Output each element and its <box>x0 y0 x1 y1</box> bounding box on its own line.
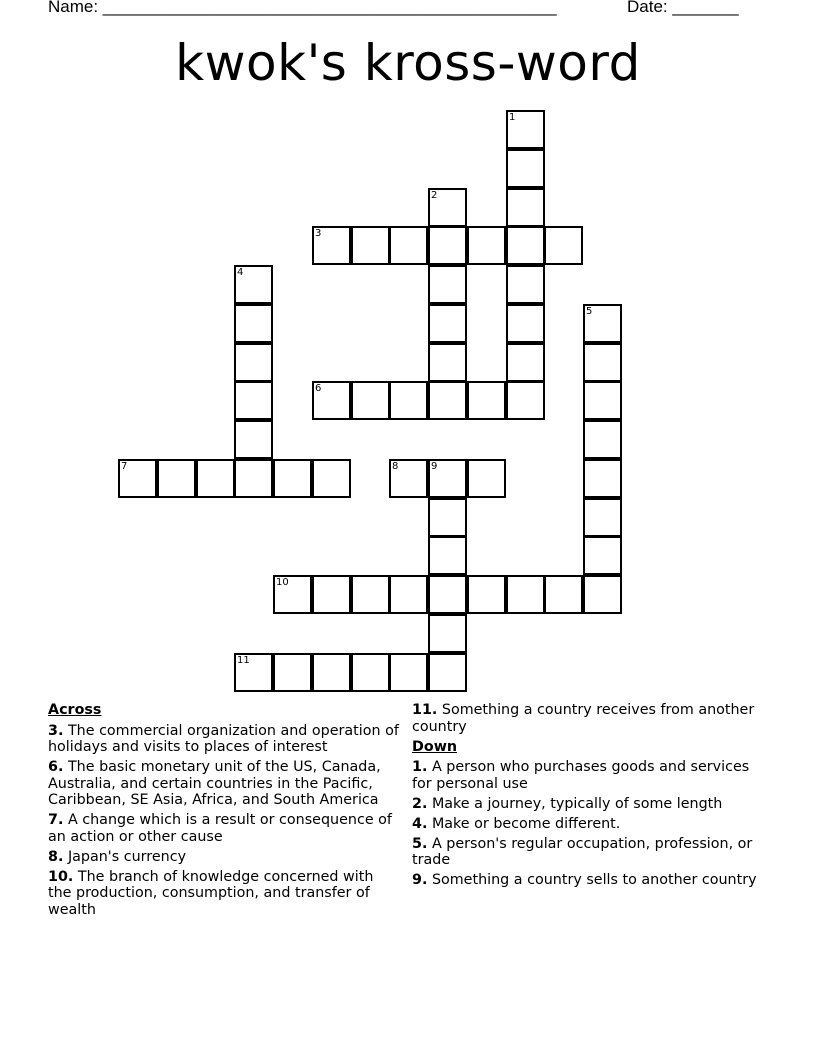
cell-number: 1 <box>509 112 516 123</box>
grid-cell[interactable] <box>234 653 273 692</box>
grid-cell[interactable] <box>312 575 351 614</box>
grid-cell[interactable] <box>351 226 390 265</box>
grid-cell[interactable] <box>389 653 428 692</box>
grid-cell[interactable] <box>583 536 622 575</box>
grid-cell[interactable] <box>506 188 545 227</box>
clue-across-7 <box>48 812 400 845</box>
cell-number: 6 <box>315 383 322 394</box>
clue-down-5 <box>412 836 760 869</box>
grid-cell[interactable] <box>583 459 622 498</box>
clue-text: Something a country sells to another country <box>431 872 757 888</box>
clue-across-3 <box>48 723 400 756</box>
grid-cell[interactable] <box>428 226 467 265</box>
clue-number: 11. <box>412 702 438 718</box>
grid-cell[interactable] <box>273 653 312 692</box>
date-field[interactable]: Date: _______ <box>627 0 739 16</box>
grid-cell[interactable] <box>583 381 622 420</box>
grid-cell[interactable] <box>389 459 428 498</box>
clue-number: 8. <box>48 848 64 865</box>
grid-cell[interactable] <box>544 226 583 265</box>
grid-cell[interactable] <box>234 459 273 498</box>
clue-number: 5. <box>412 835 428 852</box>
cell-number: 9 <box>431 461 438 472</box>
grid-cell[interactable] <box>351 575 390 614</box>
cell-number: 10 <box>276 577 289 588</box>
grid-cell[interactable] <box>273 575 312 614</box>
clue-number: 9. <box>412 872 428 888</box>
clue-number: 10. <box>48 868 74 885</box>
clue-number: 3. <box>48 722 64 739</box>
clue-down-1 <box>412 759 760 792</box>
grid-cell[interactable] <box>583 304 622 343</box>
cell-number: 3 <box>315 228 322 239</box>
grid-cell[interactable] <box>312 381 351 420</box>
grid-cell[interactable] <box>312 653 351 692</box>
grid-cell[interactable] <box>506 304 545 343</box>
grid-cell[interactable] <box>428 653 467 692</box>
clue-across-11 <box>412 702 760 735</box>
grid-cell[interactable] <box>506 110 545 149</box>
grid-cell[interactable] <box>389 226 428 265</box>
cell-number: 2 <box>431 190 438 201</box>
grid-cell[interactable] <box>583 498 622 537</box>
grid-cell[interactable] <box>506 381 545 420</box>
grid-cell[interactable] <box>467 459 506 498</box>
grid-cell[interactable] <box>467 381 506 420</box>
clues-left-column <box>48 702 400 922</box>
grid-cell[interactable] <box>428 343 467 382</box>
grid-cell[interactable] <box>506 226 545 265</box>
cell-number: 11 <box>237 655 250 666</box>
grid-cell[interactable] <box>428 498 467 537</box>
clue-number: 1. <box>412 759 428 775</box>
grid-cell[interactable] <box>428 536 467 575</box>
grid-cell[interactable] <box>389 575 428 614</box>
cell-number: 4 <box>237 267 244 278</box>
grid-cell[interactable] <box>351 653 390 692</box>
grid-cell[interactable] <box>157 459 196 498</box>
across-heading: Across <box>48 702 102 718</box>
clue-number: 6. <box>48 759 64 775</box>
grid-cell[interactable] <box>234 304 273 343</box>
grid-cell[interactable] <box>389 381 428 420</box>
clue-number: 7. <box>48 812 64 828</box>
grid-cell[interactable] <box>428 304 467 343</box>
clue-across-8 <box>48 849 400 866</box>
page-title: kwok's kross-word <box>175 34 641 92</box>
clue-text: A person's regular occupation, profession, or trade <box>412 835 753 868</box>
grid-cell[interactable] <box>506 265 545 304</box>
cell-number: 7 <box>121 461 128 472</box>
grid-cell[interactable] <box>234 381 273 420</box>
clue-down-9 <box>412 872 760 889</box>
grid-cell[interactable] <box>351 381 390 420</box>
clue-number: 4. <box>412 815 428 832</box>
grid-cell[interactable] <box>428 188 467 227</box>
clue-text: The basic monetary unit of the US, Canada, Australia, and certain countries in the Pacific, Caribbean, SE Asia, Africa, and South America <box>48 759 381 808</box>
grid-cell[interactable] <box>234 343 273 382</box>
clue-down-4 <box>412 816 760 833</box>
grid-cell[interactable] <box>506 343 545 382</box>
clue-text: Make a journey, typically of some length <box>431 795 723 812</box>
down-heading: Down <box>412 738 458 755</box>
grid-cell[interactable] <box>428 381 467 420</box>
grid-cell[interactable] <box>467 575 506 614</box>
grid-cell[interactable] <box>583 420 622 459</box>
clue-number: 2. <box>412 795 428 812</box>
grid-cell[interactable] <box>544 575 583 614</box>
clue-text: A change which is a result or consequence of an action or other cause <box>48 812 392 845</box>
name-field[interactable]: Name: ________________________________________________ <box>48 0 557 16</box>
grid-cell[interactable] <box>428 265 467 304</box>
grid-cell[interactable] <box>312 226 351 265</box>
clue-across-6 <box>48 759 400 809</box>
grid-cell[interactable] <box>467 226 506 265</box>
cell-number: 8 <box>392 461 399 472</box>
grid-cell[interactable] <box>234 265 273 304</box>
clue-text: Something a country receives from another country <box>412 702 755 735</box>
grid-cell[interactable] <box>312 459 351 498</box>
clue-text: Japan's currency <box>67 848 187 865</box>
grid-cell[interactable] <box>506 149 545 188</box>
clue-text: The branch of knowledge concerned with the production, consumption, and transfer of wealth <box>48 868 374 918</box>
grid-cell[interactable] <box>234 420 273 459</box>
grid-cell[interactable] <box>428 459 467 498</box>
clue-across-10 <box>48 869 400 919</box>
grid-cell[interactable] <box>428 614 467 653</box>
cell-number: 5 <box>586 306 593 317</box>
clue-down-2 <box>412 796 760 813</box>
grid-cell[interactable] <box>196 459 235 498</box>
clue-text: The commercial organization and operation of holidays and visits to places of interest <box>48 722 399 755</box>
grid-cell[interactable] <box>118 459 157 498</box>
grid-cell[interactable] <box>583 343 622 382</box>
clue-text: A person who purchases goods and services for personal use <box>412 759 750 792</box>
grid-cell[interactable] <box>583 575 622 614</box>
clues-right-column <box>412 702 760 892</box>
grid-cell[interactable] <box>273 459 312 498</box>
clue-text: Make or become different. <box>431 815 621 832</box>
grid-cell[interactable] <box>428 575 467 614</box>
grid-cell[interactable] <box>506 575 545 614</box>
